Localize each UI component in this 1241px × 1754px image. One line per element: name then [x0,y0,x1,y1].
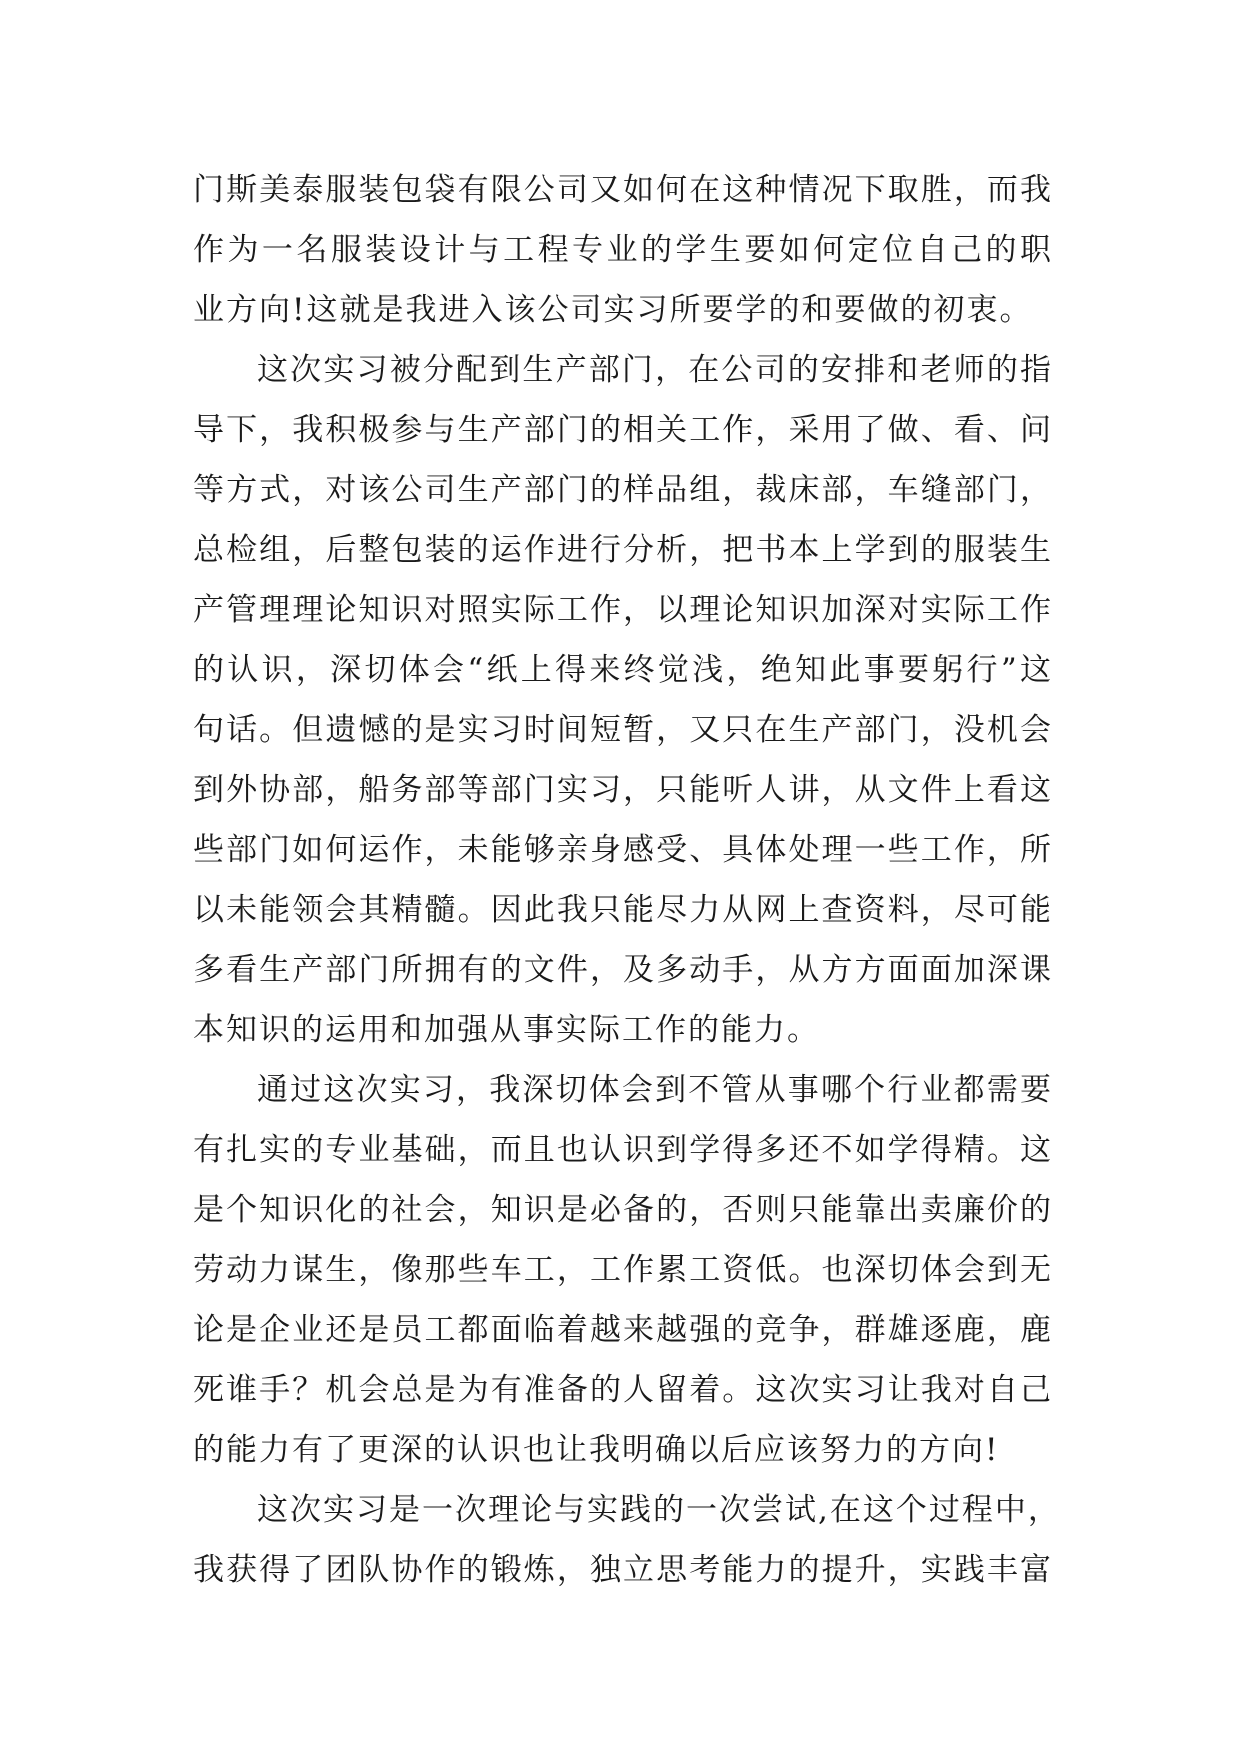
text-line: 我获得了团队协作的锻炼，独立思考能力的提升，实践丰富 [193,1552,1053,1588]
text-line: 门斯美泰服装包袋有限公司又如何在这种情况下取胜，而我 [193,172,1053,208]
text-line: 产管理理论知识对照实际工作，以理论知识加深对实际工作 [193,592,1053,628]
paragraph-first-line: 这次实习是一次理论与实践的一次尝试,在这个过程中， [257,1492,1061,1528]
text-line: 有扎实的专业基础，而且也认识到学得多还不如学得精。这 [193,1132,1053,1168]
text-line: 论是企业还是员工都面临着越来越强的竞争，群雄逐鹿，鹿 [193,1312,1053,1348]
text-line: 些部门如何运作，未能够亲身感受、具体处理一些工作，所 [193,832,1053,868]
text-line: 的能力有了更深的认识也让我明确以后应该努力的方向! [193,1432,1000,1468]
text-line: 作为一名服装设计与工程专业的学生要如何定位自己的职 [193,232,1053,268]
text-line: 业方向!这就是我进入该公司实习所要学的和要做的初衷。 [193,292,1033,328]
paragraph-first-line: 通过这次实习，我深切体会到不管从事哪个行业都需要 [257,1072,1053,1108]
text-line: 总检组，后整包装的运作进行分析，把书本上学到的服装生 [193,532,1053,568]
text-line: 以未能领会其精髓。因此我只能尽力从网上查资料，尽可能 [193,892,1053,928]
text-line: 到外协部，船务部等部门实习，只能听人讲，从文件上看这 [193,772,1053,808]
text-line: 等方式，对该公司生产部门的样品组，裁床部，车缝部门， [193,472,1053,508]
text-line: 的认识，深切体会“纸上得来终觉浅，绝知此事要躬行”这 [193,652,1053,688]
text-line: 劳动力谋生，像那些车工，工作累工资低。也深切体会到无 [193,1252,1053,1288]
text-line: 导下，我积极参与生产部门的相关工作，采用了做、看、问 [193,412,1053,448]
body-text [193,160,1061,1600]
text-line: 死谁手？机会总是为有准备的人留着。这次实习让我对自己 [193,1372,1053,1408]
text-line: 句话。但遗憾的是实习时间短暂，又只在生产部门，没机会 [193,712,1053,748]
text-line: 本知识的运用和加强从事实际工作的能力。 [193,1012,820,1048]
text-line: 多看生产部门所拥有的文件，及多动手，从方方面面加深课 [193,952,1053,988]
paragraph-first-line: 这次实习被分配到生产部门，在公司的安排和老师的指 [257,352,1053,388]
text-line: 是个知识化的社会，知识是必备的，否则只能靠出卖廉价的 [193,1192,1053,1228]
